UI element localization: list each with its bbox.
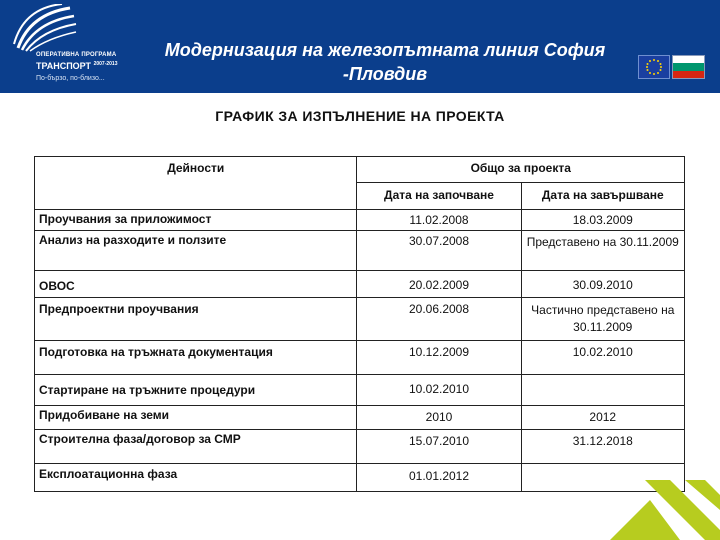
activity-cell: Анализ на разходите и ползите xyxy=(35,231,357,271)
start-date-cell: 20.06.2008 xyxy=(357,298,521,341)
table-row xyxy=(35,231,685,271)
end-date-cell: 31.12.2018 xyxy=(521,430,684,464)
end-date-cell: Представено на 30.11.2009 xyxy=(521,231,684,271)
logo-line2 xyxy=(36,61,118,71)
table-row xyxy=(35,341,685,375)
start-date-cell: 10.02.2010 xyxy=(357,375,521,406)
start-date-cell: 30.07.2008 xyxy=(357,231,521,271)
table-row xyxy=(35,406,685,430)
activity-cell: Подготовка на тръжната документация xyxy=(35,341,357,375)
activity-cell: Стартиране на тръжните процедури xyxy=(35,375,357,406)
header-activities: Дейности xyxy=(35,157,357,210)
header-project-total: Общо за проекта xyxy=(357,157,685,183)
activity-cell: Експлоатационна фаза xyxy=(35,464,357,492)
activity-cell: Строителна фаза/договор за СМР xyxy=(35,430,357,464)
end-date-cell: 2012 xyxy=(521,406,684,430)
table-row xyxy=(35,430,685,464)
start-date-cell: 01.01.2012 xyxy=(357,464,521,492)
end-date-cell: 30.09.2010 xyxy=(521,271,684,298)
eu-flag-icon xyxy=(638,55,670,79)
end-date-cell: 18.03.2009 xyxy=(521,210,684,231)
page-title xyxy=(140,38,630,86)
chevron-shape-1 xyxy=(610,500,680,540)
section-heading: ГРАФИК ЗА ИЗПЪЛНЕНИЕ НА ПРОЕКТА xyxy=(215,108,505,124)
logo-slogan: По-бързо, по-близо... xyxy=(36,75,105,82)
activity-cell: Проучвания за приложимост xyxy=(35,210,357,231)
start-date-cell: 11.02.2008 xyxy=(357,210,521,231)
activity-cell: Придобиване на земи xyxy=(35,406,357,430)
end-date-cell: 10.02.2010 xyxy=(521,341,684,375)
activity-cell: ОВОС xyxy=(35,271,357,298)
table-row xyxy=(35,375,685,406)
header-start-date: Дата на започване xyxy=(357,183,521,210)
logo-swirl-icon xyxy=(10,4,80,52)
header-end-date: Дата на завършване xyxy=(521,183,684,210)
start-date-cell: 2010 xyxy=(357,406,521,430)
header-band xyxy=(0,0,720,93)
end-date-cell: Частично представено на 30.11.2009 xyxy=(521,298,684,341)
table-row xyxy=(35,464,685,492)
logo-line1: ОПЕРАТИВНА ПРОГРАМА xyxy=(36,52,117,58)
logo-program-name: ТРАНСПОРТ xyxy=(36,61,92,71)
table-row xyxy=(35,210,685,231)
bulgarian-flag-icon xyxy=(672,55,705,79)
start-date-cell: 10.12.2009 xyxy=(357,341,521,375)
end-date-cell xyxy=(521,375,684,406)
start-date-cell: 15.07.2010 xyxy=(357,430,521,464)
start-date-cell: 20.02.2009 xyxy=(357,271,521,298)
page-title-line2: -Пловдив xyxy=(342,64,428,84)
logo-years: 2007-2013 xyxy=(93,61,118,67)
activity-cell: Предпроектни проучвания xyxy=(35,298,357,341)
table-row xyxy=(35,298,685,341)
program-logo xyxy=(6,4,126,90)
schedule-table xyxy=(34,156,685,492)
corner-chevron-decoration xyxy=(610,470,720,540)
page-title-line1: Модернизация на железопътната линия София xyxy=(164,40,606,60)
table-row xyxy=(35,271,685,298)
table-header-row xyxy=(35,157,685,183)
